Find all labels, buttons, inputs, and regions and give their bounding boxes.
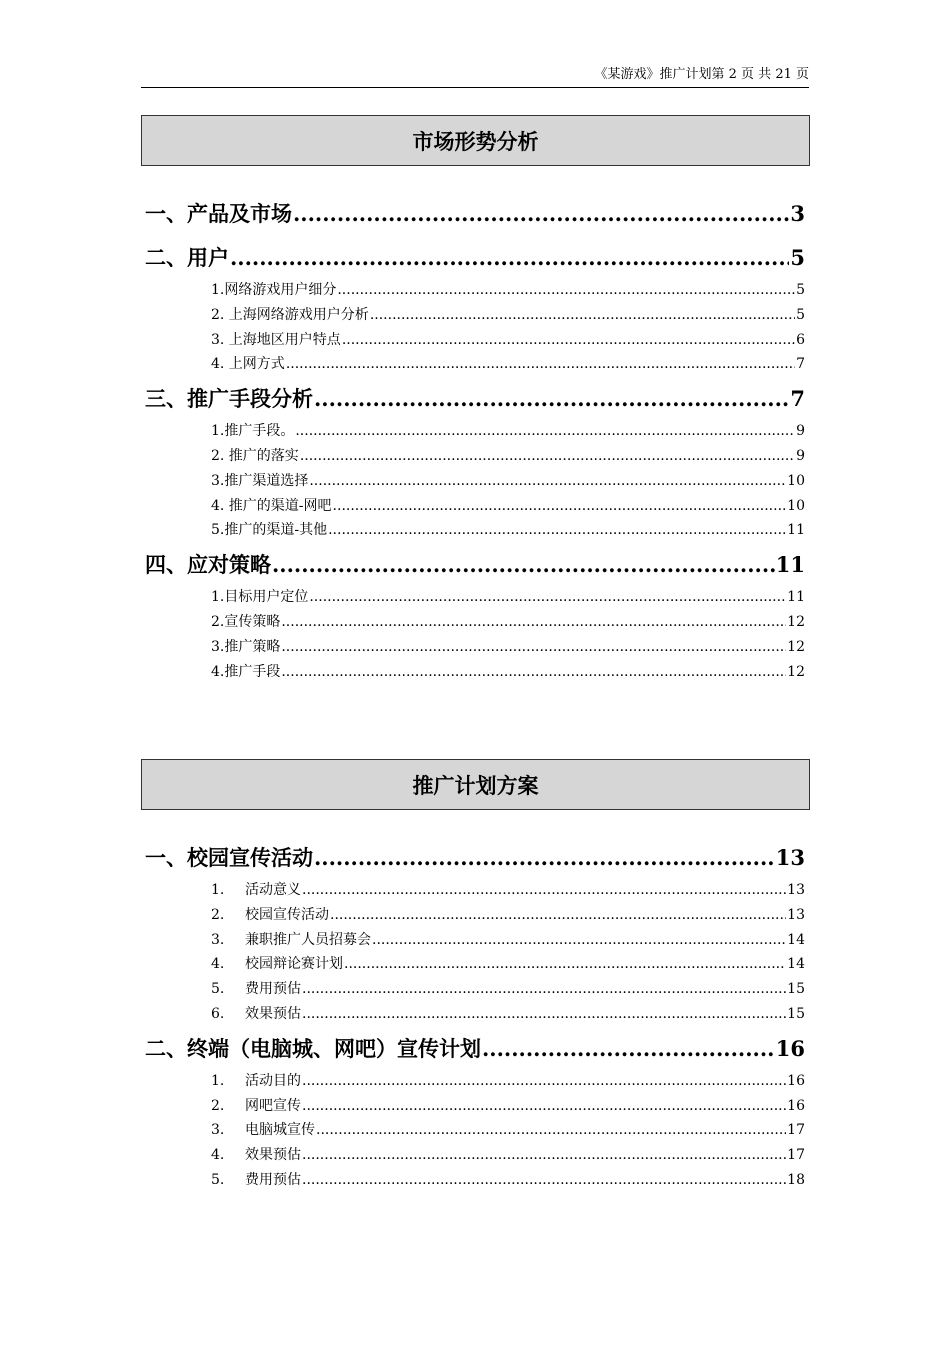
toc-item[interactable]: 3.推广策略 ..... 12 [211,635,805,660]
toc-item[interactable]: 1.网络游戏用户细分 ..... 5 [211,278,805,303]
toc-item[interactable]: 5.推广的渠道-其他 ..... 11 [211,518,805,543]
toc-chapter[interactable]: 四、应对策略 ..... 11 [145,551,805,579]
toc-item[interactable]: 2. 推广的落实 ..... 9 [211,444,805,469]
toc-chapter[interactable]: 一、产品及市场 ..... 3 [145,200,805,228]
toc-item[interactable]: 3. 电脑城宣传 ..... 17 [211,1118,805,1143]
toc-item[interactable]: 6. 效果预估 ..... 15 [211,1002,805,1027]
toc-market-analysis [145,200,805,684]
toc-item[interactable]: 4. 校园辩论赛计划 ..... 14 [211,952,805,977]
toc-item[interactable]: 5. 费用预估 ..... 15 [211,977,805,1002]
toc-item[interactable]: 1. 活动目的 ..... 16 [211,1069,805,1094]
toc-chapter[interactable]: 二、用户 ..... 5 [145,244,805,272]
section-title-promotion-plan: 推广计划方案 [141,759,810,810]
toc-item[interactable]: 2. 上海网络游戏用户分析 ..... 5 [211,303,805,328]
toc-item[interactable]: 3. 兼职推广人员招募会 ..... 14 [211,928,805,953]
toc-item[interactable]: 2. 网吧宣传 ..... 16 [211,1094,805,1119]
toc-promotion-plan [145,844,805,1193]
toc-item[interactable]: 4. 推广的渠道-网吧 ..... 10 [211,494,805,519]
toc-item[interactable]: 1. 活动意义 ..... 13 [211,878,805,903]
page-header: 《某游戏》推广计划第 2 页 共 21 页 [141,66,809,88]
toc-item[interactable]: 3.推广渠道选择 ..... 10 [211,469,805,494]
toc-item[interactable]: 5. 费用预估 ..... 18 [211,1168,805,1193]
toc-item[interactable]: 1.推广手段。 ..... 9 [211,419,805,444]
toc-chapter[interactable]: 一、校园宣传活动 ..... 13 [145,844,805,872]
toc-chapter[interactable]: 二、终端（电脑城、网吧）宣传计划 ..... 16 [145,1035,805,1063]
toc-item[interactable]: 4. 上网方式 ..... 7 [211,352,805,377]
toc-item[interactable]: 4.推广手段 ..... 12 [211,660,805,685]
toc-item[interactable]: 2.宣传策略 ..... 12 [211,610,805,635]
toc-item[interactable]: 3. 上海地区用户特点 ..... 6 [211,328,805,353]
toc-item[interactable]: 1.目标用户定位 ..... 11 [211,585,805,610]
toc-item[interactable]: 4. 效果预估 ..... 17 [211,1143,805,1168]
toc-item[interactable]: 2. 校园宣传活动 ..... 13 [211,903,805,928]
section-title-market-analysis: 市场形势分析 [141,115,810,166]
toc-chapter[interactable]: 三、推广手段分析 ..... 7 [145,385,805,413]
